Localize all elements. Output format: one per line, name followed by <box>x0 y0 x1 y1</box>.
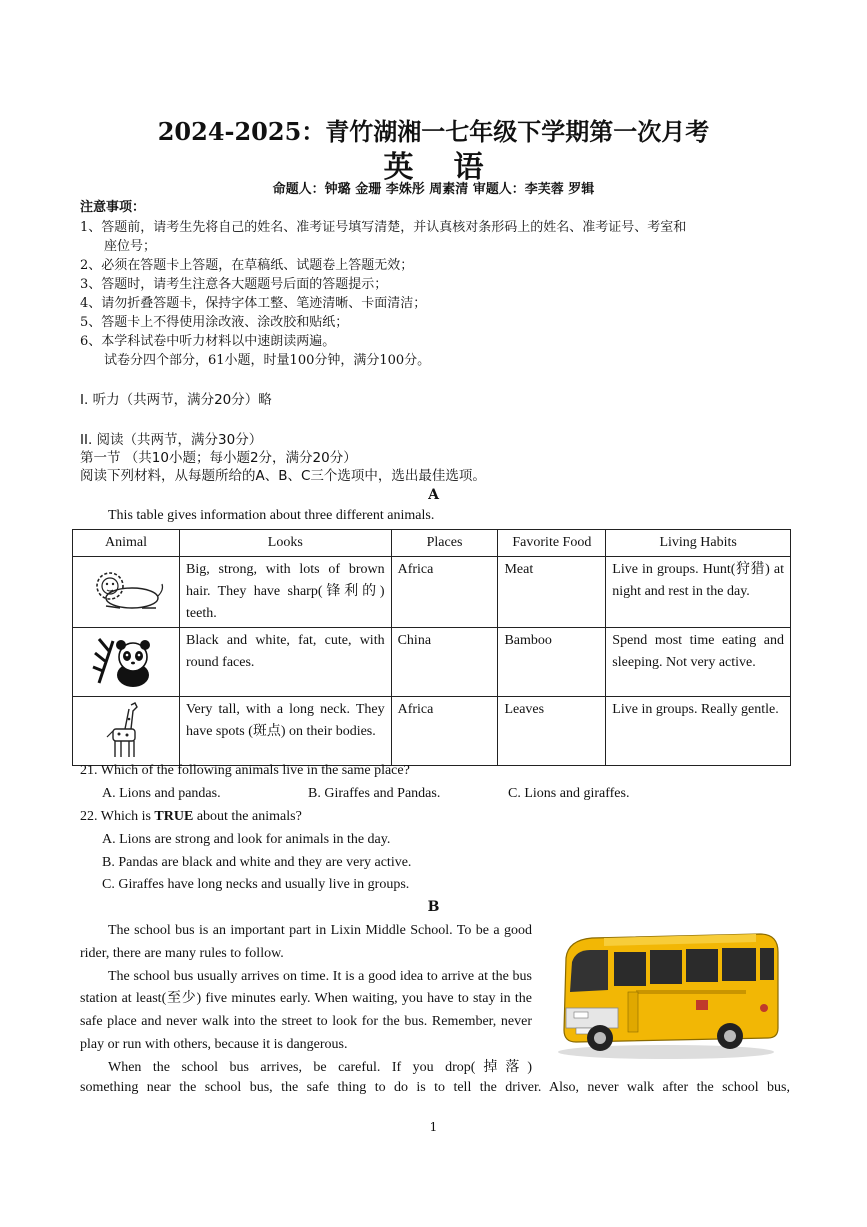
setters-line: 命题人：钟璐 金珊 李姝彤 周素清 审题人：李芙蓉 罗辑 <box>272 182 595 197</box>
q21-option-a: A. Lions and pandas. <box>102 786 221 801</box>
school-bus-image <box>546 928 782 1062</box>
passage-paragraph: The school bus usually arrives on time. It is a good idea to arrive at the bus station at least(至少) five minutes early. When waiting, you have to stay in the safe place and never walk into the street to look for the bus. Remember, never play or run with others, because it is dangerous. <box>80 968 532 1052</box>
passage-paragraph: The school bus is an important part in Lixin Middle School. To be a good rider, there are many rules to follow. <box>80 923 532 961</box>
panda-icon <box>79 630 173 692</box>
place-cell: China <box>391 628 498 697</box>
table-row <box>73 628 791 697</box>
question-21: 21. Which of the following animals live in the same place? <box>80 763 410 778</box>
table-row <box>73 697 791 766</box>
animal-cell <box>73 697 180 766</box>
table-header-cell: Places <box>391 530 498 557</box>
looks-cell: Big, strong, with lots of brown hair. They have sharp(锋利的) teeth. <box>180 557 392 628</box>
section-part1: 第一节 （共10小题；每小题2分，满分20分） <box>80 450 357 466</box>
section-listening: I. 听力（共两节，满分20分）略 <box>80 392 272 408</box>
table-header-row <box>73 530 791 557</box>
q22-option-c: C. Giraffes have long necks and usually live in groups. <box>102 877 410 892</box>
passage-a-intro: This table gives information about three different animals. <box>108 508 435 523</box>
q22-option-a: A. Lions are strong and look for animals in the day. <box>102 832 391 847</box>
exam-title: 2024-2025：青竹湖湘一七年级下学期第一次月考 <box>157 117 710 146</box>
note-item: 4、请勿折叠答题卡，保持字体工整、笔迹清晰、卡面清洁； <box>80 296 427 311</box>
table-row <box>73 557 791 628</box>
q21-option-c: C. Lions and giraffes. <box>508 786 630 801</box>
passage-paragraph: When the school bus arrives, be careful. If you drop(掉落) <box>108 1059 532 1075</box>
note-item: 1、答题前，请考生先将自己的姓名、准考证号填写清楚，并认真核对条形码上的姓名、准考证号、考室和 <box>80 220 687 235</box>
looks-cell: Black and white, fat, cute, with round faces. <box>180 628 392 697</box>
table-header-cell: Living Habits <box>606 530 791 557</box>
habits-cell: Live in groups. Hunt(狩猎) at night and rest in the day. <box>606 557 791 628</box>
q22-option-b: B. Pandas are black and white and they are very active. <box>102 855 412 870</box>
q21-option-b: B. Giraffes and Pandas. <box>308 786 441 801</box>
section-instruction: 阅读下列材料，从每题所给的A、B、C三个选项中，选出最佳选项。 <box>80 468 486 484</box>
question-22 <box>80 809 302 825</box>
notes-heading: 注意事项： <box>80 200 146 215</box>
note-item: 5、答题卡上不得使用涂改液、涂改胶和贴纸； <box>80 315 349 330</box>
passage-a-letter: A <box>428 487 439 503</box>
note-item: 6、本学科试卷中听力材料以中速朗读两遍。 <box>80 334 336 349</box>
q22-stem-pre: 22. Which is <box>80 809 155 824</box>
animals-table <box>72 529 791 766</box>
table-header-cell: Animal <box>73 530 180 557</box>
passage-b-body <box>80 920 532 1080</box>
q22-stem-post: about the animals? <box>193 809 302 824</box>
note-item: 座位号； <box>104 239 157 254</box>
page-number: 1 <box>429 1120 438 1134</box>
looks-cell: Very tall, with a long neck. They have spots (斑点) on their bodies. <box>180 697 392 766</box>
subject-title: 英语 <box>383 150 524 185</box>
habits-cell: Live in groups. Really gentle. <box>606 697 791 766</box>
table-header-cell: Favorite Food <box>498 530 606 557</box>
passage-last-line: something near the school bus, the safe thing to do is to tell the driver. Also, never walk after the school bus, <box>80 1080 790 1095</box>
food-cell: Bamboo <box>498 628 606 697</box>
note-item: 3、答题时，请考生注意各大题题号后面的答题提示； <box>80 277 388 292</box>
section-reading: II. 阅读（共两节，满分30分） <box>80 432 263 448</box>
note-item: 试卷分四个部分，61小题，时量100分钟，满分100分。 <box>104 353 431 368</box>
note-item: 2、必须在答题卡上答题，在草稿纸、试题卷上答题无效； <box>80 258 414 273</box>
habits-cell: Spend most time eating and sleeping. Not very active. <box>606 628 791 697</box>
table-header-cell: Looks <box>180 530 392 557</box>
animal-cell <box>73 628 180 697</box>
food-cell: Meat <box>498 557 606 628</box>
passage-b-letter: B <box>427 899 440 915</box>
q22-stem-bold: TRUE <box>154 809 194 824</box>
animal-cell <box>73 557 180 628</box>
lion-icon <box>79 559 173 621</box>
place-cell: Africa <box>391 557 498 628</box>
food-cell: Leaves <box>498 697 606 766</box>
place-cell: Africa <box>391 697 498 766</box>
giraffe-icon <box>79 699 173 761</box>
